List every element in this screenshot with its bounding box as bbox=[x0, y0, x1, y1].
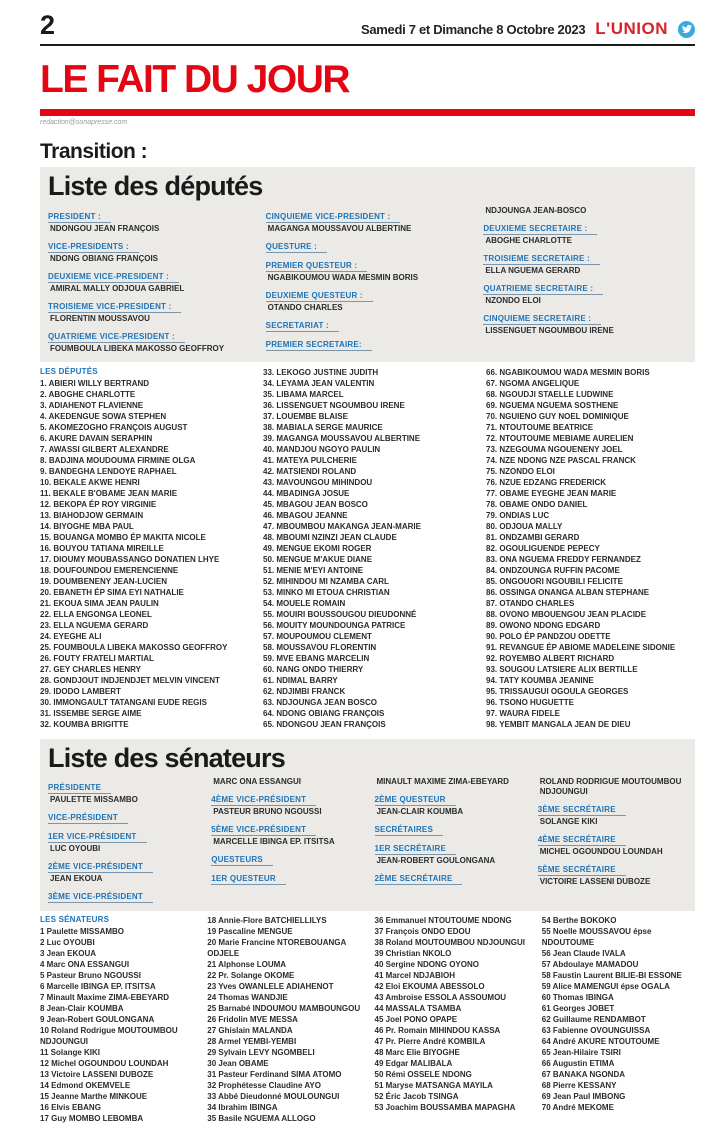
senators-panel bbox=[40, 739, 695, 912]
list-item: 46. MBAGOU JEANNE bbox=[263, 510, 348, 520]
officer-name: NGABIKOUMOU WADA MESMIN BORIS bbox=[267, 272, 419, 282]
officer-name: MAGANGA MOUSSAVOU ALBERTINE bbox=[267, 223, 412, 233]
officer-entry bbox=[48, 886, 197, 904]
officer-label: 5ÈME VICE-PRÉSIDENT bbox=[211, 825, 316, 836]
list-item: 14 Edmond OKEMVELE bbox=[40, 1081, 131, 1091]
officer-entry bbox=[48, 326, 252, 354]
list-item: 64 André AKURE NTOUTOUME bbox=[541, 1037, 660, 1047]
senators-list-heading: LES SÉNATEURS bbox=[40, 915, 110, 925]
list-item: 13 Victoire LASSENI DUBOZE bbox=[40, 1070, 154, 1080]
officer-entry bbox=[211, 777, 360, 787]
list-item: 10 Roland Rodrigue MOUTOUMBOU NDJOUNGUI bbox=[40, 1026, 178, 1047]
list-item: 78. OBAME ONDO DANIEL bbox=[486, 499, 588, 509]
officer-label: 1ER VICE-PRÉSIDENT bbox=[48, 832, 147, 843]
list-item: 52. MIHINDOU MI NZAMBA CARL bbox=[263, 576, 389, 586]
list-item: 72. NTOUTOUME MEBIAME AURELIEN bbox=[486, 433, 634, 443]
officer-label: QUESTEURS bbox=[211, 855, 273, 866]
officer-label: QUATRIEME VICE-PRESIDENT : bbox=[48, 332, 185, 343]
list-item: 53. MINKO MI ETOUA CHRISTIAN bbox=[263, 587, 390, 597]
officer-label: 3ÈME SECRÉTAIRE bbox=[538, 805, 626, 816]
officer-name: NDJOUNGA JEAN-BOSCO bbox=[485, 205, 587, 215]
list-item: 84. ONDZOUNGA RUFFIN PACOME bbox=[486, 565, 620, 575]
officer-label: 2ÈME VICE-PRÉSIDENT bbox=[48, 862, 153, 873]
list-item: 70 André MEKOME bbox=[541, 1103, 614, 1113]
officer-label: DEUXIEME VICE-PRESIDENT : bbox=[48, 272, 179, 283]
list-item: 55 Noelle MOUSSAVOU épse NDOUTOUME bbox=[541, 927, 652, 948]
officer-name: FLORENTIN MOUSSAVOU bbox=[50, 313, 150, 323]
list-item: 10. BEKALE AKWE HENRI bbox=[40, 477, 140, 487]
list-item: 3 Jean EKOUA bbox=[40, 949, 97, 959]
officer-name: LISSENGUET NGOUMBOU IRENE bbox=[485, 325, 614, 335]
list-item: 82. OGOULIGUENDE PEPECY bbox=[486, 543, 600, 553]
list-item: 23. ELLA NGUEMA GERARD bbox=[40, 620, 149, 630]
list-item: 38. MABIALA SERGE MAURICE bbox=[263, 422, 383, 432]
officer-entry bbox=[375, 789, 524, 817]
officer-entry bbox=[211, 868, 360, 886]
header-right bbox=[361, 19, 695, 39]
senators-list-col-2 bbox=[207, 915, 360, 1124]
list-item: 7 Minault Maxime ZIMA-EBEYARD bbox=[40, 993, 170, 1003]
list-item: 47 Pr. Pierre André KOMBILA bbox=[374, 1037, 486, 1047]
officer-name: PAULETTE MISSAMBO bbox=[50, 795, 138, 805]
officer-label: CINQUIEME VICE-PRESIDENT : bbox=[266, 212, 401, 223]
list-item: 68. NGOUDJI STAELLE LUDWINE bbox=[486, 389, 614, 399]
deputies-list-heading: LES DÉPUTÉS bbox=[40, 366, 98, 376]
list-item: 35 Basile NGUEMA ALLOGO bbox=[207, 1114, 316, 1124]
officer-entry bbox=[48, 266, 252, 294]
officer-entry bbox=[483, 308, 687, 336]
officer-entry bbox=[483, 248, 687, 276]
list-item: 5. AKOMEZOGHO FRANÇOIS AUGUST bbox=[40, 422, 188, 432]
list-item: 53 Joachim BOUSSAMBA MAPAGHA bbox=[374, 1103, 516, 1113]
list-item: 2 Luc OYOUBI bbox=[40, 938, 95, 948]
list-item: 69. NGUEMA NGUEMA SOSTHENE bbox=[486, 400, 619, 410]
list-item: 41. MATEYA PULCHERIE bbox=[263, 455, 357, 465]
officer-label: QUESTURE : bbox=[266, 242, 327, 253]
officer-name: NZONDO ELOI bbox=[485, 295, 541, 305]
list-item: 86. OSSINGA ONANGA ALBAN STEPHANE bbox=[486, 587, 650, 597]
redaction-email: redaction@sonapresse.com bbox=[40, 119, 128, 126]
list-item: 46 Pr. Romain MIHINDOU KASSA bbox=[374, 1026, 501, 1036]
deputies-officers-col-1 bbox=[48, 206, 252, 356]
officer-entry bbox=[483, 278, 687, 306]
list-item: 40. MANDJOU NGOYO PAULIN bbox=[263, 444, 381, 454]
officer-label: 1ER QUESTEUR bbox=[211, 874, 286, 885]
list-item: 66 Augustin ETIMA bbox=[541, 1059, 615, 1069]
list-item: 61 Georges JOBET bbox=[541, 1004, 615, 1014]
list-item: 24. EYEGHE ALI bbox=[40, 631, 102, 641]
list-item: 39 Christian NKOLO bbox=[374, 949, 452, 959]
list-item: 29. IDODO LAMBERT bbox=[40, 686, 121, 696]
list-item: 4. AKEDENGUE SOWA STEPHEN bbox=[40, 411, 167, 421]
officer-label: PRÉSIDENTE bbox=[48, 783, 111, 794]
list-item: 9. BANDEGHA LENDOYE RAPHAEL bbox=[40, 466, 177, 476]
list-item: 34 Ibrahim IBINGA bbox=[207, 1103, 278, 1113]
officer-label: 3ÈME VICE-PRÉSIDENT bbox=[48, 892, 153, 903]
deputies-panel bbox=[40, 167, 695, 362]
edition-date: Samedi 7 et Dimanche 8 Octobre 2023 bbox=[360, 21, 586, 37]
officer-label: SECRÉTAIRES bbox=[375, 825, 444, 836]
list-item: 65. NDONGOU JEAN FRANÇOIS bbox=[263, 719, 386, 729]
officer-label: TROISIEME VICE-PRESIDENT : bbox=[48, 302, 181, 313]
deputies-officers-grid bbox=[48, 206, 687, 356]
list-item: 76. NZUE EDZANG FREDERICK bbox=[486, 477, 607, 487]
list-item: 11 Solange KIKI bbox=[40, 1048, 101, 1058]
list-item: 11. BEKALE B'OBAME JEAN MARIE bbox=[40, 488, 178, 498]
officer-entry bbox=[266, 236, 470, 254]
senators-officers-col-1 bbox=[48, 777, 197, 905]
list-item: 31 Pasteur Ferdinand SIMA ATOMO bbox=[207, 1070, 342, 1080]
list-item: 54 Berthe BOKOKO bbox=[541, 916, 617, 926]
officer-name: SOLANGE KIKI bbox=[539, 817, 598, 827]
officer-entry bbox=[266, 255, 470, 283]
officer-label: CINQUIEME SECRETAIRE : bbox=[483, 314, 601, 325]
deputies-list-col-1 bbox=[40, 367, 249, 730]
list-item: 59. MVE EBANG MARCELIN bbox=[263, 653, 370, 663]
officer-entry bbox=[48, 206, 252, 234]
deputies-list-col-3 bbox=[486, 367, 695, 730]
officer-label: 4ÈME VICE-PRÉSIDENT bbox=[211, 795, 316, 806]
senators-title: Liste des sénateurs bbox=[48, 742, 285, 773]
list-item: 25. FOUMBOULA LIBEKA MAKOSSO GEOFFROY bbox=[40, 642, 228, 652]
officer-name: ROLAND RODRIGUE MOUTOUMBOU NDJOUNGUI bbox=[539, 777, 682, 797]
officer-name: VICTOIRE LASSENI DUBOZE bbox=[539, 877, 651, 887]
list-item: 7. AWASSI GILBERT ALEXANDRE bbox=[40, 444, 169, 454]
section-title: LE FAIT DU JOUR bbox=[40, 58, 350, 101]
list-item: 28. GONDJOUT INDJENDJET MELVIN VINCENT bbox=[40, 675, 220, 685]
list-item: 18 Annie-Flore BATCHIELLILYS bbox=[207, 916, 327, 926]
list-item: 97. WAURA FIDELE bbox=[486, 708, 560, 718]
list-item: 49 Edgar MALIBALA bbox=[374, 1059, 453, 1069]
list-item: 67. NGOMA ANGELIQUE bbox=[486, 378, 580, 388]
list-item: 17. DIOUMY MOUBASSANGO DONATIEN LHYE bbox=[40, 554, 220, 564]
list-item: 39. MAGANGA MOUSSAVOU ALBERTINE bbox=[263, 433, 421, 443]
officer-entry bbox=[538, 829, 687, 857]
officer-label: VICE-PRESIDENTS : bbox=[48, 242, 139, 253]
list-item: 8 Jean-Clair KOUMBA bbox=[40, 1004, 124, 1014]
list-item: 12 Michel OGOUNDOU LOUNDAH bbox=[40, 1059, 169, 1069]
deputies-names-1 bbox=[40, 378, 249, 730]
officer-entry bbox=[48, 807, 197, 825]
list-item: 16. BOUYOU TATIANA MIREILLE bbox=[40, 543, 164, 553]
list-item: 50. MENGUE M'AKUE DIANE bbox=[263, 554, 373, 564]
list-item: 59 Alice MAMENGUI épse OGALA bbox=[541, 982, 670, 992]
list-item: 79. ONDIAS LUC bbox=[486, 510, 550, 520]
officer-name: ELLA NGUEMA GERARD bbox=[485, 265, 581, 275]
list-item: 52 Éric Jacob TSINGA bbox=[374, 1092, 459, 1102]
officer-entry bbox=[48, 826, 197, 854]
officer-name: LUC OYOUBI bbox=[50, 844, 101, 854]
list-item: 25 Barnabé INDOUMOU MAMBOUNGOU bbox=[207, 1004, 361, 1014]
officer-name: JEAN-CLAIR KOUMBA bbox=[376, 807, 464, 817]
officer-entry bbox=[211, 849, 360, 867]
officer-label: 4ÈME SECRÉTAIRE bbox=[538, 835, 626, 846]
list-item: 13. BIAHODJOW GERMAIN bbox=[40, 510, 144, 520]
officer-label: 1ER SECRÉTAIRE bbox=[375, 844, 457, 855]
officer-entry bbox=[375, 868, 524, 886]
list-item: 27 Ghislain MALANDA bbox=[207, 1026, 293, 1036]
list-item: 16 Elvis EBANG bbox=[40, 1103, 101, 1113]
list-item: 55. MOUIRI BOUSSOUGOU DIEUDONNÉ bbox=[263, 609, 417, 619]
list-item: 19 Pascaline MENGUE bbox=[207, 927, 293, 937]
list-item: 21 Alphonse LOUMA bbox=[207, 960, 287, 970]
article-kicker: Transition : bbox=[40, 140, 148, 163]
list-item: 73. NZEGOUMA NGOUENENY JOEL bbox=[486, 444, 623, 454]
list-item: 48 Marc Elie BIYOGHE bbox=[374, 1048, 460, 1058]
list-item: 22. ELLA ENGONGA LEONEL bbox=[40, 609, 152, 619]
list-item: 26 Fridolin MVE MESSA bbox=[207, 1015, 298, 1025]
list-item: 66. NGABIKOUMOU WADA MESMIN BORIS bbox=[486, 367, 650, 377]
list-item: 60. NANG ONDO THIERRY bbox=[263, 664, 364, 674]
list-item: 34. LEYAMA JEAN VALENTIN bbox=[263, 378, 375, 388]
list-item: 96. TSONO HUGUETTE bbox=[486, 697, 575, 707]
officer-name: AMIRAL MALLY ODJOUA GABRIEL bbox=[50, 283, 185, 293]
list-item: 57 Abdoulaye MAMADOU bbox=[541, 960, 639, 970]
officer-label: DEUXIEME SECRETAIRE : bbox=[483, 224, 597, 235]
list-item: 45. MBAGOU JEAN BOSCO bbox=[263, 499, 368, 509]
officer-label: QUATRIEME SECRETAIRE : bbox=[483, 284, 603, 295]
list-item: 61. NDIMAL BARRY bbox=[263, 675, 338, 685]
list-item: 62. NDJIMBI FRANCK bbox=[263, 686, 346, 696]
list-item: 71. NTOUTOUME BEATRICE bbox=[486, 422, 594, 432]
officer-name: PASTEUR BRUNO NGOUSSI bbox=[213, 807, 322, 817]
list-item: 19. DOUMBENENY JEAN-LUCIEN bbox=[40, 576, 167, 586]
senators-list-col-1 bbox=[40, 915, 193, 1124]
list-item: 6. AKURE DAVAIN SERAPHIN bbox=[40, 433, 153, 443]
officer-entry bbox=[483, 206, 687, 216]
officer-name: NDONG OBIANG FRANÇOIS bbox=[50, 253, 158, 263]
list-item: 37. LOUEMBE BLAISE bbox=[263, 411, 348, 421]
list-item: 49. MENGUE EKOMI ROGER bbox=[263, 543, 372, 553]
senators-list-col-4 bbox=[542, 915, 695, 1124]
officer-name: MARCELLE IBINGA EP. ITSITSA bbox=[213, 837, 335, 847]
list-item: 51. MENIE M'EYI ANTOINE bbox=[263, 565, 364, 575]
list-item: 54. MOUELE ROMAIN bbox=[263, 598, 346, 608]
officer-entry bbox=[48, 236, 252, 264]
list-item: 28 Armel YEMBI-YEMBI bbox=[207, 1037, 297, 1047]
red-divider-bar bbox=[40, 109, 695, 116]
deputies-list-col-2 bbox=[263, 367, 472, 730]
senators-officers-col-4 bbox=[538, 777, 687, 905]
list-item: 2. ABOGHE CHARLOTTE bbox=[40, 389, 136, 399]
deputies-list-grid bbox=[40, 367, 695, 730]
list-item: 1 Paulette MISSAMBO bbox=[40, 927, 125, 937]
list-item: 87. OTANDO CHARLES bbox=[486, 598, 575, 608]
list-item: 43. MAVOUNGOU MIHINDOU bbox=[263, 477, 373, 487]
list-item: 60 Thomas IBINGA bbox=[541, 993, 614, 1003]
officer-label: DEUXIEME QUESTEUR : bbox=[266, 291, 373, 302]
officer-name: JEAN EKOUA bbox=[50, 874, 103, 884]
list-item: 15 Jeanne Marthe MINKOUE bbox=[40, 1092, 148, 1102]
list-item: 51 Maryse MATSANGA MAYILA bbox=[374, 1081, 493, 1091]
list-item: 20. EBANETH ÉP SIMA EYI NATHALIE bbox=[40, 587, 184, 597]
list-item: 18. DOUFOUNDOU EMERENCIENNE bbox=[40, 565, 179, 575]
list-item: 36 Emmanuel NTOUTOUME NDONG bbox=[374, 916, 512, 926]
officer-entry bbox=[538, 799, 687, 827]
list-item: 95. TRISSAUGUI OGOULA GEORGES bbox=[486, 686, 629, 696]
officer-entry bbox=[483, 218, 687, 246]
list-item: 64. NDONG OBIANG FRANÇOIS bbox=[263, 708, 385, 718]
list-item: 15. BOUANGA MOMBO ÉP MAKITA NICOLE bbox=[40, 532, 206, 542]
deputies-officers-col-2 bbox=[266, 206, 470, 356]
officer-entry bbox=[48, 856, 197, 884]
officer-name: ABOGHE CHARLOTTE bbox=[485, 235, 572, 245]
officer-entry bbox=[211, 789, 360, 817]
list-item: 32. KOUMBA BRIGITTE bbox=[40, 719, 129, 729]
list-item: 5 Pasteur Bruno NGOUSSI bbox=[40, 971, 141, 981]
list-item: 8. BADJINA MOUDOUMA FIRMINE OLGA bbox=[40, 455, 196, 465]
officer-entry bbox=[211, 819, 360, 847]
list-item: 33. LEKOGO JUSTINE JUDITH bbox=[263, 367, 379, 377]
list-item: 67 BANAKA NGONDA bbox=[541, 1070, 626, 1080]
officer-label: VICE-PRÉSIDENT bbox=[48, 813, 128, 824]
list-item: 65 Jean-Hilaire TSIRI bbox=[541, 1048, 621, 1058]
officer-entry bbox=[266, 206, 470, 234]
officer-entry bbox=[375, 819, 524, 837]
officer-entry bbox=[538, 777, 687, 797]
list-item: 80. ODJOUA MALLY bbox=[486, 521, 563, 531]
list-item: 41 Marcel NDJABIOH bbox=[374, 971, 455, 981]
officer-name: OTANDO CHARLES bbox=[267, 302, 343, 312]
officer-entry bbox=[538, 859, 687, 887]
list-item: 57. MOUPOUMOU CLEMENT bbox=[263, 631, 372, 641]
list-item: 85. ONGOUORI NGOUBILI FELICITE bbox=[486, 576, 623, 586]
list-item: 42. MATSIENDI ROLAND bbox=[263, 466, 357, 476]
list-item: 24 Thomas WANDJIE bbox=[207, 993, 288, 1003]
list-item: 6 Marcelle IBINGA EP. ITSITSA bbox=[40, 982, 156, 992]
list-item: 44 MASSALA TSAMBA bbox=[374, 1004, 462, 1014]
list-item: 94. TATY KOUMBA JEANINE bbox=[486, 675, 594, 685]
officer-label: PRESIDENT : bbox=[48, 212, 111, 223]
officer-label: 5ÈME SECRÉTAIRE bbox=[538, 865, 626, 876]
officer-entry bbox=[48, 296, 252, 324]
list-item: 4 Marc ONA ESSANGUI bbox=[40, 960, 130, 970]
list-item: 30. IMMONGAULT TATANGANI EUDE REGIS bbox=[40, 697, 207, 707]
list-item: 50 Rémi OSSELE NDONG bbox=[374, 1070, 472, 1080]
officer-label: 2ÈME QUESTEUR bbox=[375, 795, 456, 806]
list-item: 56. MOUITY MOUNDOUNGA PATRICE bbox=[263, 620, 406, 630]
twitter-icon bbox=[678, 21, 695, 38]
list-item: 93. SOUGOU LATSIERE ALIX BERTILLE bbox=[486, 664, 638, 674]
list-item: 98. YEMBIT MANGALA JEAN DE DIEU bbox=[486, 719, 631, 729]
list-item: 43 Ambroise ESSOLA ASSOUMOU bbox=[374, 993, 507, 1003]
officer-entry bbox=[375, 777, 524, 787]
officer-name: NDONGOU JEAN FRANÇOIS bbox=[50, 223, 160, 233]
list-item: 31. ISSEMBE SERGE AIME bbox=[40, 708, 142, 718]
senators-officers-col-2 bbox=[211, 777, 360, 905]
list-item: 74. NZE NDONG NZE PASCAL FRANCK bbox=[486, 455, 636, 465]
list-item: 45 Joel PONO OPAPE bbox=[374, 1015, 458, 1025]
list-item: 70. NGUIENO GUY NOEL DOMINIQUE bbox=[486, 411, 629, 421]
list-item: 88. OVONO MBOUENGOU JEAN PLACIDE bbox=[486, 609, 647, 619]
officer-name: MARC ONA ESSANGUI bbox=[213, 777, 301, 787]
officer-entry bbox=[266, 285, 470, 313]
list-item: 89. OWONO NDONG EDGARD bbox=[486, 620, 601, 630]
list-item: 83. ONA NGUEMA FREDDY FERNANDEZ bbox=[486, 554, 641, 564]
list-item: 58 Faustin Laurent BILIE-BI ESSONE bbox=[541, 971, 682, 981]
senators-officers-grid bbox=[48, 777, 687, 905]
officer-name: JEAN-ROBERT GOULONGANA bbox=[376, 856, 496, 866]
list-item: 17 Guy MOMBO LEBOMBA bbox=[40, 1114, 144, 1124]
list-item: 77. OBAME EYEGHE JEAN MARIE bbox=[486, 488, 617, 498]
deputies-officers-col-3 bbox=[483, 206, 687, 356]
page-header bbox=[40, 12, 695, 46]
list-item: 35. LIBAMA MARCEL bbox=[263, 389, 344, 399]
list-item: 3. ADIAHENOT FLAVIENNE bbox=[40, 400, 144, 410]
list-item: 58. MOUSSAVOU FLORENTIN bbox=[263, 642, 377, 652]
list-item: 23 Yves OWANLELE ADIAHENOT bbox=[207, 982, 334, 992]
list-item: 22 Pr. Solange OKOME bbox=[207, 971, 295, 981]
list-item: 56 Jean Claude IVALA bbox=[541, 949, 626, 959]
list-item: 47. MBOUMBOU MAKANGA JEAN-MARIE bbox=[263, 521, 421, 531]
deputies-title: Liste des députés bbox=[48, 171, 263, 201]
officer-name: FOUMBOULA LIBEKA MAKOSSO GEOFFROY bbox=[50, 343, 225, 353]
list-item: 48. MBOUMI NZINZI JEAN CLAUDE bbox=[263, 532, 397, 542]
list-item: 29 Sylvain LEVY NGOMBELI bbox=[207, 1048, 315, 1058]
list-item: 62 Guillaume RENDAMBOT bbox=[541, 1015, 646, 1025]
lunion-logo: L'UNION bbox=[595, 19, 668, 38]
list-item: 90. POLO ÉP PANDZOU ODETTE bbox=[486, 631, 611, 641]
officer-label: PREMIER SECRETAIRE: bbox=[266, 340, 372, 351]
senators-list-col-3 bbox=[375, 915, 528, 1124]
senators-list-grid bbox=[40, 915, 695, 1124]
list-item: 27. GEY CHARLES HENRY bbox=[40, 664, 141, 674]
list-item: 63 Fabienne OVOUNGUISSA bbox=[541, 1026, 651, 1036]
list-item: 33 Abbé Dieudonné MOULOUNGUI bbox=[207, 1092, 340, 1102]
list-item: 1. ABIERI WILLY BERTRAND bbox=[40, 378, 150, 388]
list-item: 68 Pierre KESSANY bbox=[541, 1081, 617, 1091]
list-item: 63. NDJOUNGA JEAN BOSCO bbox=[263, 697, 377, 707]
officer-entry bbox=[48, 777, 197, 805]
list-item: 37 François ONDO EDOU bbox=[374, 927, 471, 937]
list-item: 91. REVANGUE ÉP ABIOME MADELEINE SIDONIE bbox=[486, 642, 676, 652]
list-item: 26. FOUTY FRATELI MARTIAL bbox=[40, 653, 154, 663]
list-item: 40 Sergine NDONG OYONO bbox=[374, 960, 479, 970]
list-item: 44. MBADINGA JOSUE bbox=[263, 488, 350, 498]
list-item: 9 Jean-Robert GOULONGANA bbox=[40, 1015, 155, 1025]
list-item: 69 Jean Paul IMBONG bbox=[541, 1092, 626, 1102]
officer-label: 2ÈME SECRÉTAIRE bbox=[375, 874, 463, 885]
list-item: 14. BIYOGHE MBA PAUL bbox=[40, 521, 134, 531]
list-item: 32 Prophétesse Claudine AYO bbox=[207, 1081, 321, 1091]
officer-entry bbox=[266, 334, 470, 352]
list-item: 30 Jean OBAME bbox=[207, 1059, 269, 1069]
officer-name: MINAULT MAXIME ZIMA-EBEYARD bbox=[376, 777, 509, 787]
list-item: 36. LISSENGUET NGOUMBOU IRENE bbox=[263, 400, 405, 410]
officer-name: MICHEL OGOUNDOU LOUNDAH bbox=[539, 847, 663, 857]
list-item: 92. ROYEMBO ALBERT RICHARD bbox=[486, 653, 615, 663]
senators-names-1 bbox=[40, 926, 193, 1124]
list-item: 20 Marie Francine NTOREBOUANGA ODJELE bbox=[207, 938, 346, 959]
list-item: 42 Eloi EKOUMA ABESSOLO bbox=[374, 982, 485, 992]
list-item: 38 Roland MOUTOUMBOU NDJOUNGUI bbox=[374, 938, 526, 948]
list-item: 81. ONDZAMBI GERARD bbox=[486, 532, 580, 542]
list-item: 12. BEKOPA ÉP ROY VIRGINIE bbox=[40, 499, 157, 509]
officer-entry bbox=[375, 838, 524, 866]
officer-entry bbox=[266, 315, 470, 333]
senators-officers-col-3 bbox=[375, 777, 524, 905]
officer-label: PREMIER QUESTEUR : bbox=[266, 261, 368, 272]
officer-label: SECRETARIAT : bbox=[266, 321, 339, 332]
officer-label: TROISIEME SECRETAIRE : bbox=[483, 254, 599, 265]
list-item: 75. NZONDO ELOI bbox=[486, 466, 555, 476]
page-number: 2 bbox=[40, 10, 56, 40]
list-item: 21. EKOUA SIMA JEAN PAULIN bbox=[40, 598, 159, 608]
